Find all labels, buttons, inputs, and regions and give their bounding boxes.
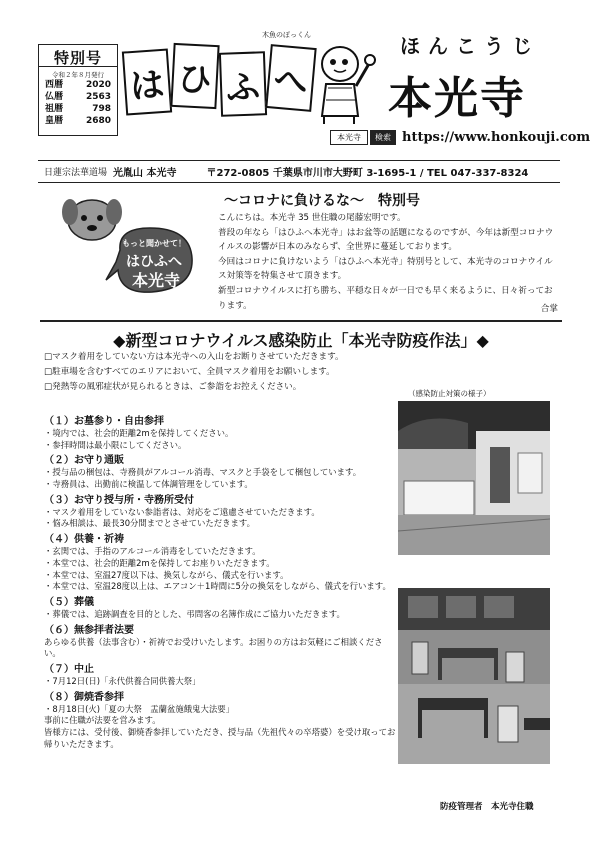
main-heading: ◆新型コロナウイルス感染防止「本光寺防疫作法」◆	[40, 320, 562, 351]
intro-paragraph: 新型コロナウイルスに打ち勝ち、平穏な日々が一日でも早く来るように、日々祈っております。	[218, 285, 553, 311]
section-funeral	[44, 597, 396, 621]
era-row: 仏暦 2563	[45, 92, 111, 102]
intro-body	[218, 211, 558, 313]
section-line: ・寺務員は、出勤前に検温して体調管理をしています。	[44, 478, 253, 489]
section-mail-order	[44, 455, 396, 490]
hahifuhe-logo	[124, 50, 316, 116]
masthead	[0, 0, 600, 152]
section-line: ・授与品の梱包は、寺務員がアルコール消毒、マスクと手袋をして梱包しています。	[44, 467, 362, 478]
era-row: 皇暦 2680	[45, 116, 111, 126]
section-line: 事前に住職が法要を営みます。	[44, 715, 161, 726]
intro-paragraph: 普段の年なら「はひふへ本光寺」はお盆等の話題になるのですが、今年は新型コロナウイルスの影響が日本のみならず、全世界に蔓延しております。	[218, 227, 554, 253]
notice-item: □マスク着用をしていない方は本光寺への入山をお断りさせていただきます。	[44, 352, 344, 362]
section-heading: （７）中止	[44, 664, 94, 676]
section-memorial	[44, 534, 396, 593]
bubble-name-text: 本光寺	[131, 271, 181, 290]
address-tel: 〒272-0805 千葉県市川市大野町 3-1695-1 / TEL 047-337-8324	[206, 168, 529, 179]
section-visit	[44, 416, 396, 451]
issue-date: 令和２年８月発行	[52, 71, 104, 79]
dog-speech-bubble-illustration	[40, 188, 210, 308]
section-cancelled	[44, 664, 396, 688]
section-incense	[44, 692, 396, 751]
section-line: ・本堂では、室温27度以下は、換気しながら、儀式を行います。	[44, 569, 289, 580]
search-button: 検索	[370, 130, 396, 145]
intro-sign: 合掌	[540, 304, 558, 314]
section-line: ・8月18日(火)「夏の大祭 盂蘭盆施餓鬼大法要」	[44, 703, 235, 714]
mascot-caption: 木魚のぽっくん	[262, 31, 311, 39]
temple-entrance-photo	[398, 401, 550, 555]
intro-paragraph: 今回はコロナに負けないよう「はひふへ本光寺」特別号として、本光寺のコロナウイルス対策等を特集させて頂きます。	[218, 256, 553, 282]
era-row: 西暦 2020	[45, 80, 111, 90]
section-heading: （６）無参拝者法要	[44, 624, 134, 636]
logo-tile: は	[122, 48, 172, 115]
notice-item: □発熱等の風邪症状が見られるときは、ご参詣をお控えください。	[44, 382, 302, 392]
photo-caption: （感染防止対策の様子）	[408, 389, 491, 398]
search-row	[330, 130, 590, 145]
era-row: 祖暦 798	[45, 104, 111, 114]
mountain-name: 光胤山 本光寺	[113, 168, 177, 179]
logo-tile: ふ	[219, 51, 267, 117]
main-hall-interior-photo	[398, 588, 550, 764]
intro-title: ～コロナに負けるな～ 特別号	[224, 193, 420, 209]
section-line: ・参拝時間は最小限にしてください。	[44, 439, 187, 450]
search-input: 本光寺	[330, 130, 368, 145]
section-line: ・玄関では、手指のアルコール消毒をしていただきます。	[44, 545, 261, 556]
section-reception	[44, 495, 396, 530]
section-heading: （３）お守り授与所・寺務所受付	[44, 494, 194, 506]
section-line: あらゆる供養（法事含む）・祈祷でお受けいたします。お困りの方はお気軽にご相談ください。	[44, 636, 383, 659]
section-heading: （１）お墓参り・自由参拝	[44, 416, 164, 427]
logo-tile: へ	[265, 44, 316, 112]
section-line: ・悩み相談は、最長30分間までとさせていただきます。	[44, 518, 255, 529]
bubble-small-text: もっと聞かせて！	[122, 239, 186, 248]
section-no-attendee	[44, 625, 396, 660]
special-issue-box	[38, 44, 118, 136]
bubble-logo-text: はひふへ	[126, 254, 182, 270]
temple-name-title: 本光寺	[388, 73, 526, 124]
notice-item: □駐車場を含むすべてのエリアにおいて、全員マスク着用をお願いします。	[44, 367, 335, 377]
protocol-sections	[44, 412, 396, 751]
section-line: ・境内では、社会的距離2mを保持してください。	[44, 427, 234, 438]
website-url[interactable]: https://www.honkouji.com	[402, 130, 591, 145]
section-line: ・7月12日(日)「永代供養合同供養大祭」	[44, 675, 201, 686]
section-line: ・葬儀では、追跡調査を目的とした、弔問客の名簿作成にご協力いただきます。	[44, 608, 345, 619]
epidemic-manager: 防疫管理者 本光寺住職	[440, 802, 534, 812]
logo-tile: ひ	[170, 43, 219, 109]
section-heading: （４）供養・祈祷	[44, 534, 124, 546]
address-bar	[38, 160, 560, 183]
special-issue-title: 特別号	[39, 45, 117, 67]
section-heading: （８）御焼香参拝	[44, 691, 124, 703]
section-line: ・本堂では、社会的距離2mを保持してお座りいただきます。	[44, 557, 275, 568]
mokugyo-mascot-icon	[316, 42, 376, 126]
temple-furigana: ほんこうじ	[400, 34, 540, 58]
section-line: 皆様方には、受付後、御焼香参拝していただき、授与品（先祖代々の卒塔婆）を受け取ってお帰りいただきます。	[44, 727, 396, 749]
sect-name: 日蓮宗法華道場	[44, 168, 108, 178]
section-line: ・本堂では、室温28度以上は、エアコン＋1時間に5分の換気をしながら、儀式を行います。	[44, 581, 391, 592]
intro-paragraph: こんにちは。本光寺 35 世住職の尾藤宏明です。	[218, 213, 406, 223]
section-line: ・マスク着用をしていない参詣者は、対応をご遠慮させていただきます。	[44, 506, 320, 517]
section-heading: （５）葬儀	[44, 597, 94, 609]
section-heading: （２）お守り通販	[44, 455, 124, 467]
